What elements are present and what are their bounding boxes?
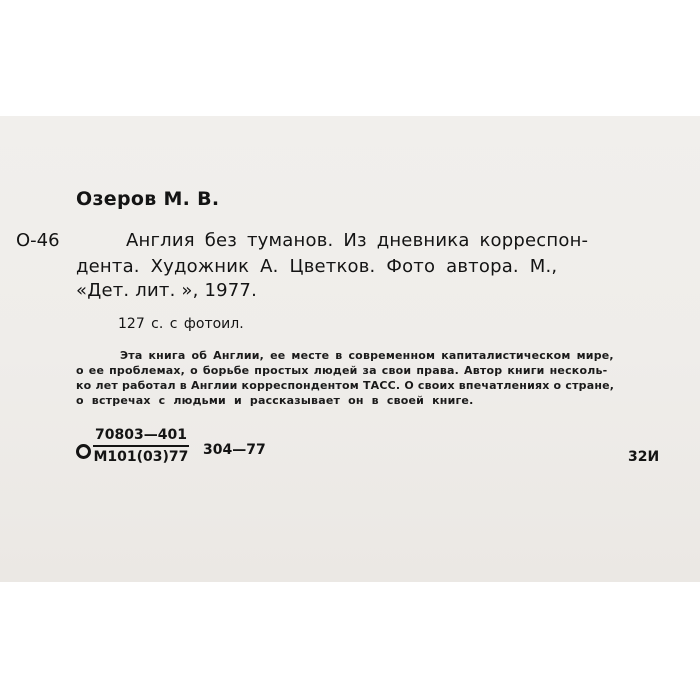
abstract-line-4: о встречах с людьми и рассказывает он в своей книге. — [76, 394, 474, 407]
fraction-denominator: М101(03)77 — [93, 449, 189, 465]
page-count: 127 с. с фотоил. — [118, 316, 244, 332]
call-number: О-46 — [16, 230, 60, 251]
author-name: Озеров М. В. — [76, 188, 220, 210]
title-line-3: «Дет. лит. », 1977. — [76, 280, 257, 301]
abstract-line-3: ко лет работал в Англии корреспондентом ТАСС. О своих впечатлениях о стране, — [76, 379, 615, 392]
title-line-2: дента. Художник А. Цветков. Фото автора. М., — [76, 256, 558, 277]
classification-index: 32И — [628, 449, 660, 465]
abstract-line-1: Эта книга об Англии, ее месте в современном капиталистическом мире, — [120, 349, 614, 362]
circle-o-icon — [76, 444, 91, 459]
abstract-line-2: о ее проблемах, о борьбе простых людей за свои права. Автор книги несколь- — [76, 364, 608, 377]
order-number: 304—77 — [203, 442, 266, 458]
fraction-numerator: 70803—401 — [93, 427, 189, 447]
title-line-1: Англия без туманов. Из дневника корреспон- — [126, 230, 589, 251]
catalog-fraction — [93, 427, 189, 465]
